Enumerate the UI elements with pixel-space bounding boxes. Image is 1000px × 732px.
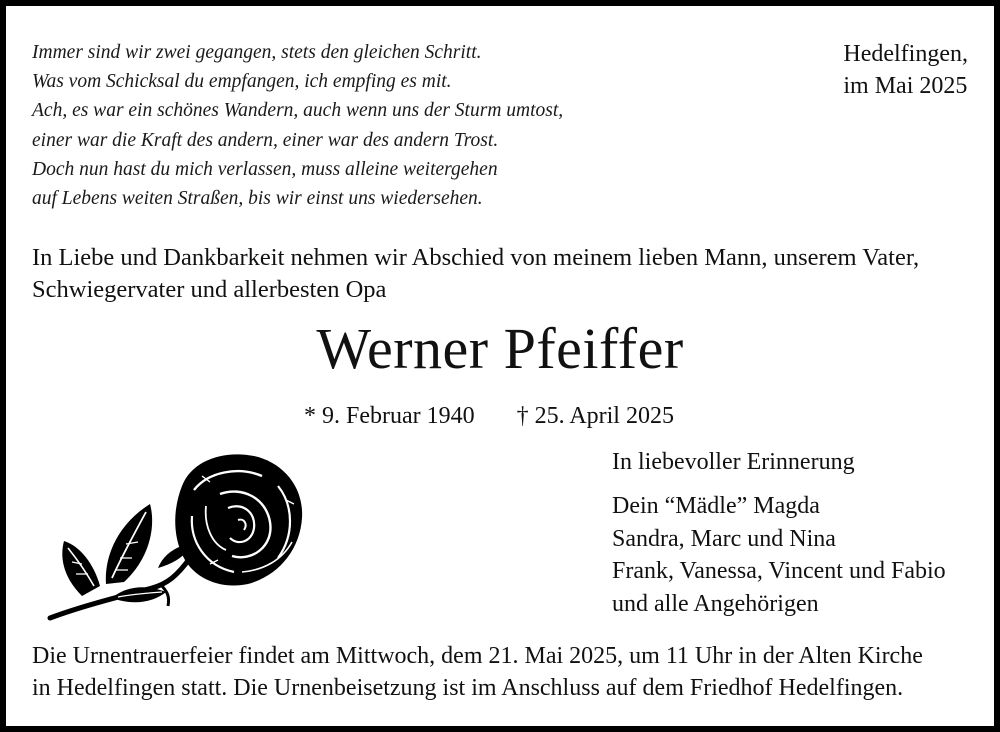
ceremony-info [32,640,977,704]
life-dates [304,400,674,432]
intro-line: Schwiegervater und allerbesten Opa [32,275,387,303]
mourner: und alle Angehörigen [612,590,819,617]
intro-text [32,242,977,305]
poem [32,38,563,213]
mourner: Frank, Vanessa, Vincent und Fabio [612,558,946,584]
place-date [843,38,968,102]
poem-line: auf Lebens weiten Straßen, bis wir einst uns wiedersehen. [32,188,483,210]
mourner: Sandra, Marc und Nina [612,525,836,552]
ceremony-line: Die Urnentrauerfeier findet am Mittwoch, dem 21. Mai 2025, um 11 Uhr in der Alten Kirche [32,643,923,669]
poem-line: Immer sind wir zwei gegangen, stets den gleichen Schritt. [32,42,482,63]
deceased-name: Werner Pfeiffer [316,316,684,381]
ceremony-line: in Hedelfingen statt. Die Urnenbeisetzung ist im Anschluss auf dem Friedhof Hedelfingen. [32,675,904,701]
poem-line: Was vom Schicksal du empfangen, ich empfing es mit. [32,71,452,93]
mourner: Dein “Mädle” Magda [612,493,820,519]
place: Hedelfingen, [843,41,968,67]
poem-line: Doch nun hast du mich verlassen, muss alleine weitergehen [32,158,498,180]
date: im Mai 2025 [843,73,968,99]
intro-line: In Liebe und Dankbarkeit nehmen wir Abschied von meinem lieben Mann, unserem Vater, [32,244,920,271]
poem-line: einer war die Kraft des andern, einer war des andern Trost. [32,129,499,151]
mourners-list [612,490,946,620]
rose-icon [42,446,308,626]
poem-line: Ach, es war ein schönes Wandern, auch wenn uns der Sturm umtost, [32,100,564,122]
remembrance-line: In liebevoller Erinnerung [612,449,855,475]
birth-date: * 9. Februar 1940 [304,403,475,429]
death-date: † 25. April 2025 [516,403,674,429]
